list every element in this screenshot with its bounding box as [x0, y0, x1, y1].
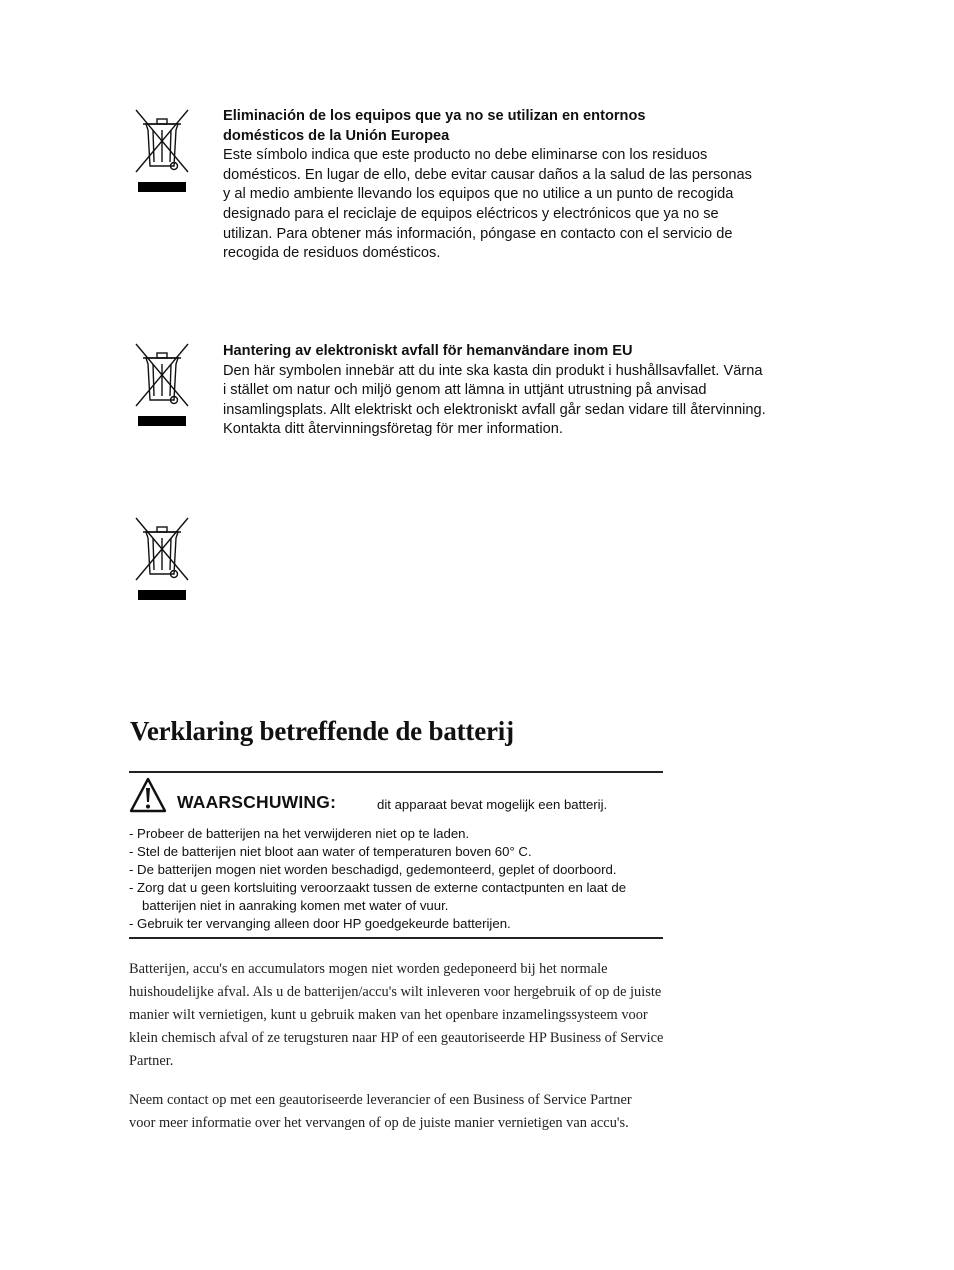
weee-bar [138, 416, 186, 426]
weee-bar [138, 590, 186, 600]
weee-symbol [130, 516, 194, 600]
crossed-out-wheelie-bin-icon [130, 516, 194, 588]
warning-text: dit apparaat bevat mogelijk een batterij. [377, 797, 608, 812]
notice-title-cont: domésticos de la Unión Europea [223, 127, 450, 144]
battery-paragraph: Batterijen, accu's en accumulators mogen niet worden gedeponeerd bij het normale huishoudelijke afval. Als u de batterijen/accu's wilt inleveren voor hergebruik of op de juiste manier wilt vernietigen, kunt u gebruik maken van het openbare inzamelingssysteem voor klein chemisch afval of ze terugsturen naar HP of een geautoriseerde HP Business of Service Partner. [129, 961, 664, 1069]
list-item: - Zorg dat u geen kortsluiting veroorzaakt tussen de externe contactpunten en laat de batterijen niet in aanraking komen met water of vuur. [129, 880, 627, 913]
warning-list [129, 825, 662, 933]
list-item: - Probeer de batterijen na het verwijderen niet op te laden. [129, 826, 470, 841]
notice-title: Eliminación de los equipos que ya no se utilizan en entornos [223, 108, 646, 124]
battery-warning-box [129, 771, 663, 939]
battery-section-title: Verklaring betreffende de batterij [130, 716, 514, 746]
notice-title: Hantering av elektroniskt avfall för hemanvändare inom EU [223, 343, 633, 359]
warning-triangle-icon [129, 777, 167, 813]
warning-label: WAARSCHUWING: [177, 792, 337, 812]
notice-body: Den här symbolen innebär att du inte ska kasta din produkt i hushållsavfallet. Värna i stället om natur och miljö genom att lämna in uttjänt utrustning på anvisad insamlingsplats. Allt elektriskt och elektroniskt avfall går sedan vidare till återvinning. Kontakta ditt återvinningsföretag för mer information. [223, 362, 766, 438]
list-item: - De batterijen mogen niet worden beschadigd, gedemonteerd, geplet of doorboord. [129, 862, 617, 877]
weee-notice-sv [223, 342, 783, 440]
weee-symbol [130, 342, 194, 426]
list-item: - Gebruik ter vervanging alleen door HP goedgekeurde batterijen. [129, 916, 511, 931]
weee-symbol [130, 108, 194, 192]
weee-notice-es [223, 107, 783, 264]
warning-header [129, 775, 663, 815]
notice-body: Este símbolo indica que este producto no debe eliminarse con los residuos domésticos. En lugar de ello, debe evitar causar daños a la salud de las personas y al medio ambiente llevando los equipos que no utilice a un punto de recogida designado para el reciclaje de equipos eléctricos y electrónicos que ya no se utilizan. Para obtener más información, póngase en contacto con el servicio de recogida de residuos domésticos. [223, 147, 752, 262]
battery-paragraph: Neem contact op met een geautoriseerde leverancier of een Business of Service Partner voor meer informatie over het vervangen of op de juiste manier vernietigen van accu's. [129, 1092, 632, 1131]
list-item: - Stel de batterijen niet bloot aan water of temperaturen boven 60° C. [129, 844, 532, 859]
crossed-out-wheelie-bin-icon [130, 108, 194, 180]
crossed-out-wheelie-bin-icon [130, 342, 194, 414]
weee-bar [138, 182, 186, 192]
